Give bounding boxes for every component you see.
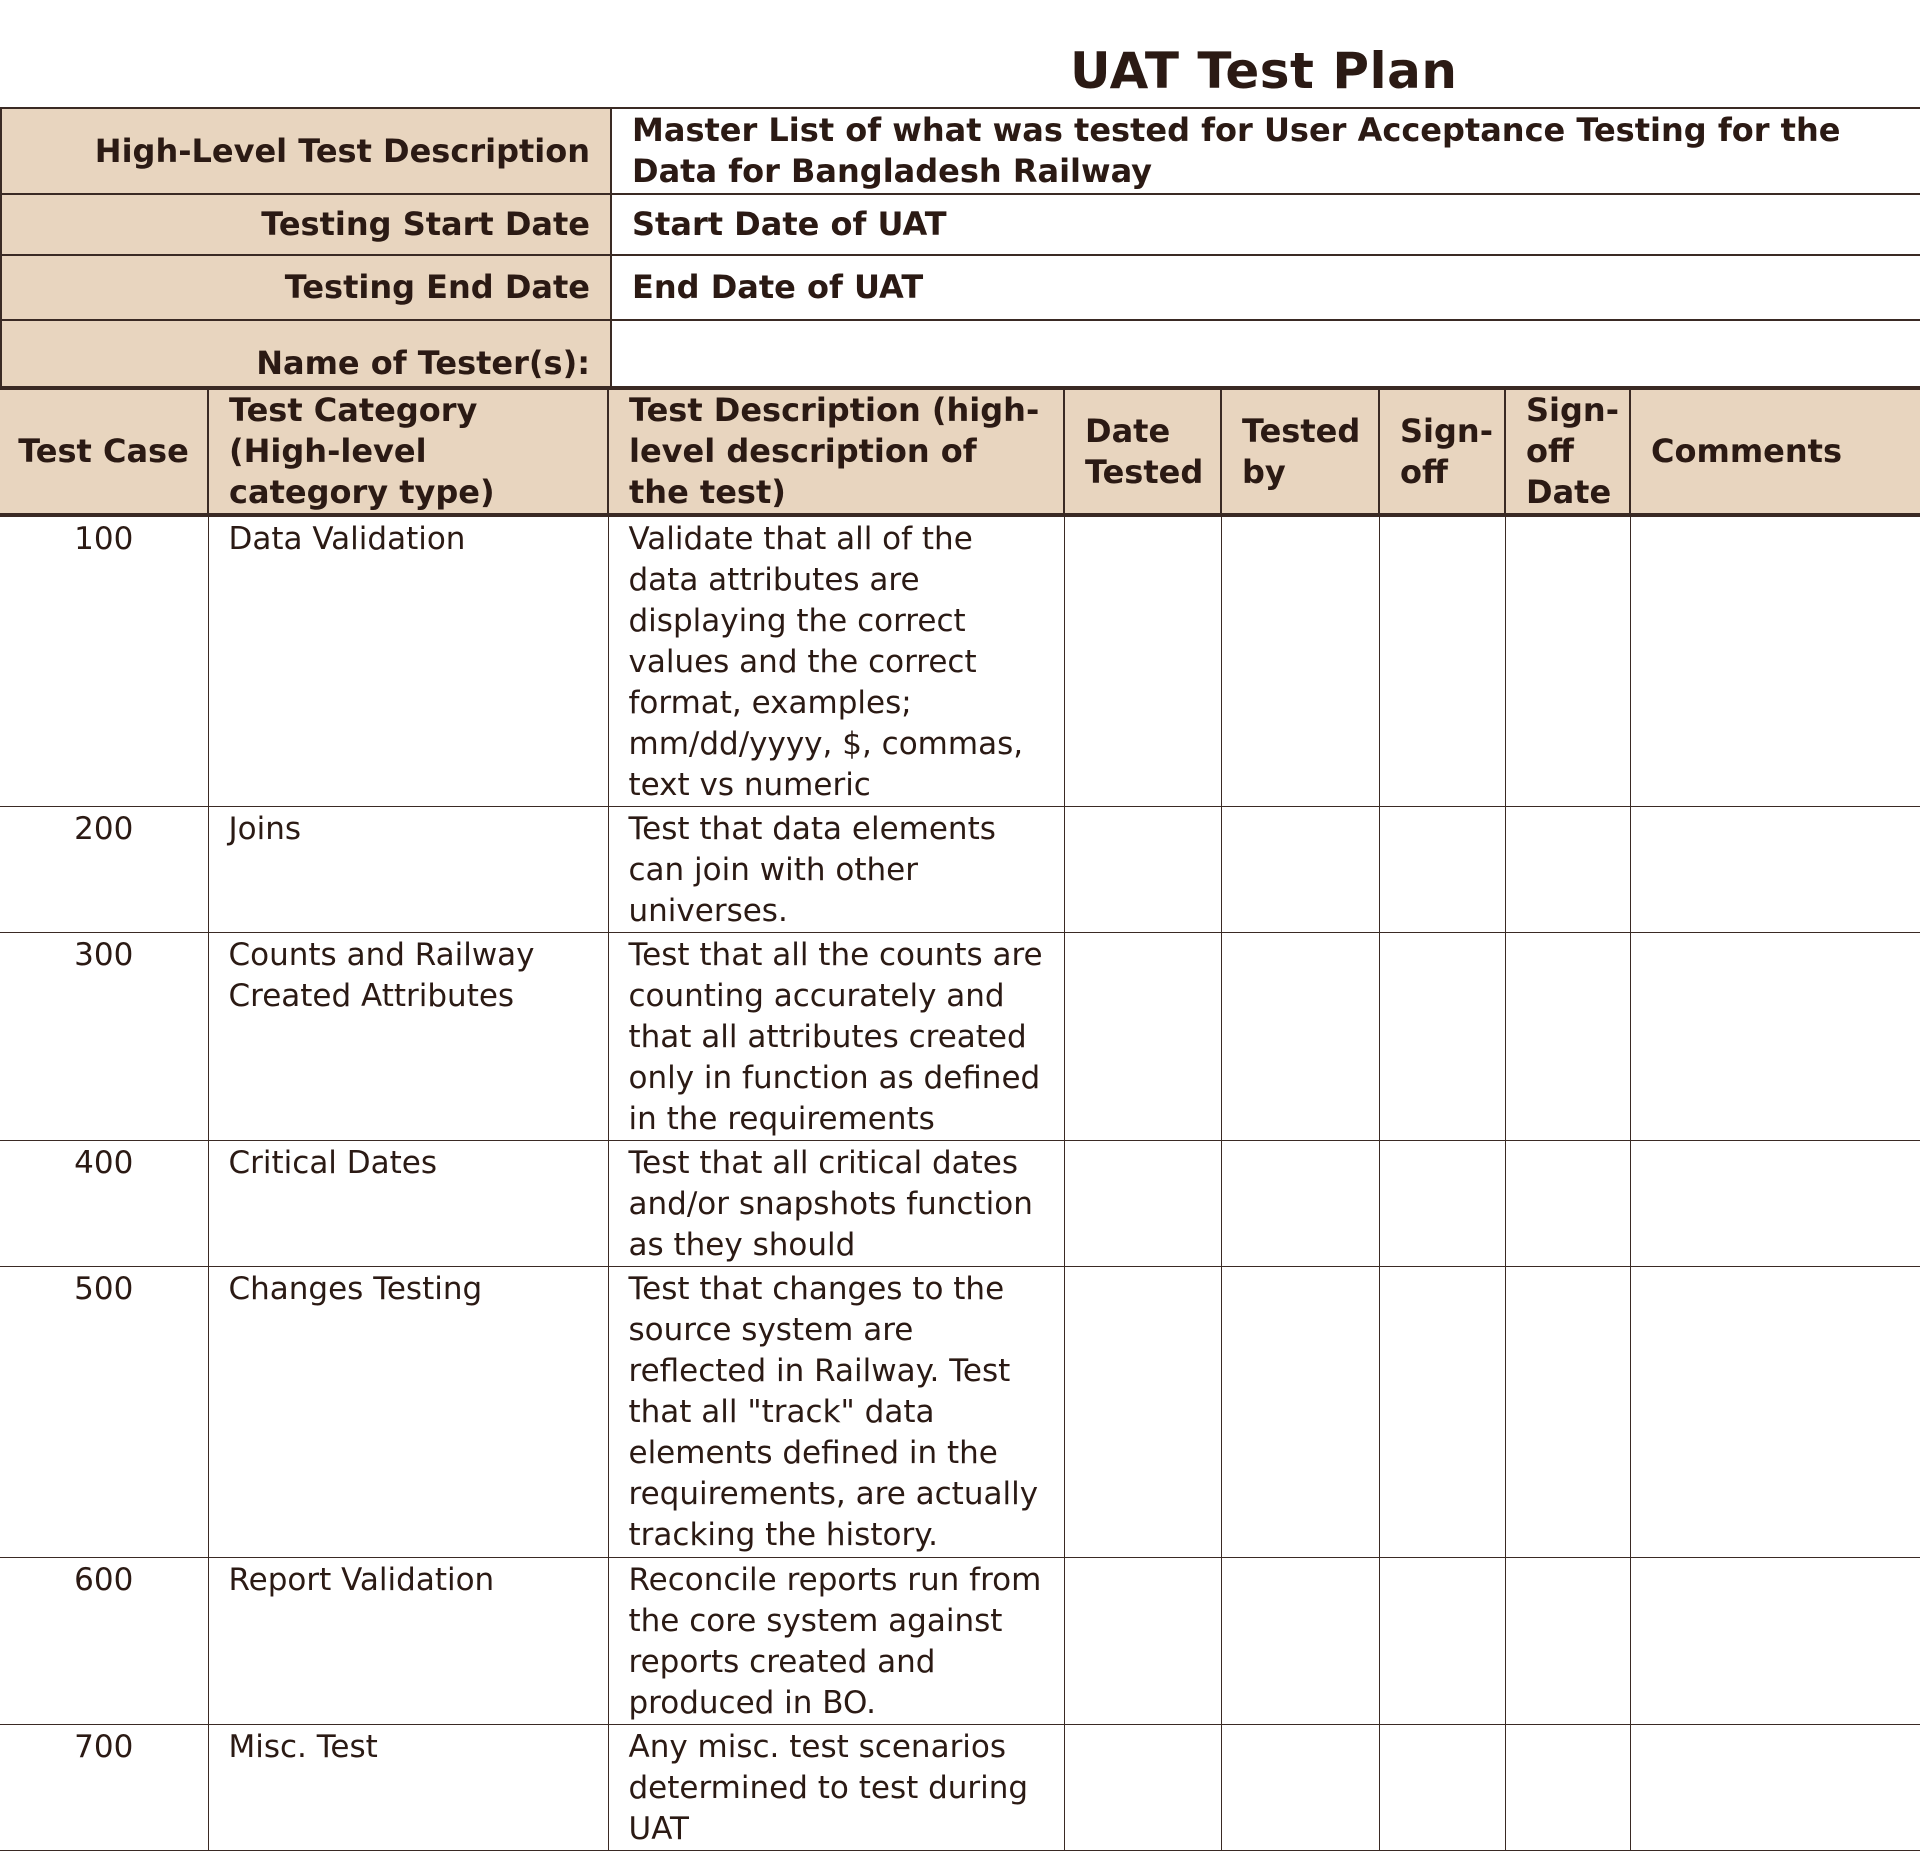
header-row-end-date [1, 255, 1920, 320]
date-tested-cell[interactable] [1064, 1725, 1221, 1851]
header-row-start-date [1, 194, 1920, 255]
header-value[interactable]: End Date of UAT [611, 255, 1920, 320]
table-row [0, 933, 1920, 1141]
test-plan-header [0, 107, 1920, 388]
header-value[interactable]: Start Date of UAT [611, 194, 1920, 255]
description-cell: Reconcile reports run from the core system against reports created and produced in BO. [608, 1558, 1064, 1725]
column-header: Test Description (high-level description of the test) [608, 388, 1064, 515]
column-header: Test Case [0, 388, 208, 515]
category-cell: Report Validation [208, 1558, 608, 1725]
sign-off-date-cell[interactable] [1505, 933, 1630, 1141]
date-tested-cell[interactable] [1064, 1558, 1221, 1725]
sign-off-date-cell[interactable] [1505, 1267, 1630, 1558]
description-cell: Test that changes to the source system are reflected in Railway. Test that all "track" data elements defined in the requirements, are actually tracking the history. [608, 1267, 1064, 1558]
description-cell: Validate that all of the data attributes are displaying the correct values and the correct format, examples; mm/dd/yyyy, $, commas, text vs numeric [608, 515, 1064, 807]
column-header: Test Category (High-level category type) [208, 388, 608, 515]
header-value[interactable]: Master List of what was tested for User Acceptance Testing for the Data for Bangladesh Railway [611, 108, 1920, 194]
comments-cell[interactable] [1630, 1558, 1920, 1725]
header-label: Testing End Date [1, 255, 611, 320]
header-label: High-Level Test Description [1, 108, 611, 194]
category-cell: Joins [208, 807, 608, 933]
sign-off-cell[interactable] [1379, 1267, 1505, 1558]
table-row [0, 1725, 1920, 1851]
sign-off-cell[interactable] [1379, 1141, 1505, 1267]
header-label: Name of Tester(s): [1, 320, 611, 387]
sign-off-cell[interactable] [1379, 933, 1505, 1141]
header-value[interactable] [611, 320, 1920, 387]
date-tested-cell[interactable] [1064, 933, 1221, 1141]
tested-by-cell[interactable] [1221, 1267, 1379, 1558]
column-header: Sign-off Date [1505, 388, 1630, 515]
tested-by-cell[interactable] [1221, 1141, 1379, 1267]
description-cell: Test that all the counts are counting accurately and that all attributes created only in function as defined in the requirements [608, 933, 1064, 1141]
category-cell: Critical Dates [208, 1141, 608, 1267]
sign-off-date-cell[interactable] [1505, 807, 1630, 933]
header-row-description [1, 108, 1920, 194]
table-row [0, 515, 1920, 807]
test-case-cell: 100 [0, 515, 208, 807]
comments-cell[interactable] [1630, 933, 1920, 1141]
table-row [0, 1558, 1920, 1725]
tested-by-cell[interactable] [1221, 1558, 1379, 1725]
test-case-cell: 400 [0, 1141, 208, 1267]
test-case-cell: 300 [0, 933, 208, 1141]
table-row [0, 1141, 1920, 1267]
sign-off-date-cell[interactable] [1505, 1558, 1630, 1725]
category-cell: Changes Testing [208, 1267, 608, 1558]
header-label: Testing Start Date [1, 194, 611, 255]
column-header: Comments [1630, 388, 1920, 515]
date-tested-cell[interactable] [1064, 1267, 1221, 1558]
tested-by-cell[interactable] [1221, 933, 1379, 1141]
column-header: Sign-off [1379, 388, 1505, 515]
comments-cell[interactable] [1630, 1267, 1920, 1558]
date-tested-cell[interactable] [1064, 807, 1221, 933]
table-header-row [0, 388, 1920, 515]
header-row-testers [1, 320, 1920, 387]
test-case-table [0, 386, 1920, 1851]
comments-cell[interactable] [1630, 1141, 1920, 1267]
comments-cell[interactable] [1630, 807, 1920, 933]
description-cell: Any misc. test scenarios determined to test during UAT [608, 1725, 1064, 1851]
test-case-cell: 500 [0, 1267, 208, 1558]
comments-cell[interactable] [1630, 1725, 1920, 1851]
tested-by-cell[interactable] [1221, 1725, 1379, 1851]
sign-off-date-cell[interactable] [1505, 515, 1630, 807]
sign-off-cell[interactable] [1379, 807, 1505, 933]
comments-cell[interactable] [1630, 515, 1920, 807]
category-cell: Counts and Railway Created Attributes [208, 933, 608, 1141]
test-case-cell: 700 [0, 1725, 208, 1851]
category-cell: Data Validation [208, 515, 608, 807]
column-header: Date Tested [1064, 388, 1221, 515]
table-row [0, 1267, 1920, 1558]
sign-off-date-cell[interactable] [1505, 1141, 1630, 1267]
test-case-cell: 200 [0, 807, 208, 933]
sign-off-cell[interactable] [1379, 1558, 1505, 1725]
date-tested-cell[interactable] [1064, 515, 1221, 807]
test-case-cell: 600 [0, 1558, 208, 1725]
description-cell: Test that all critical dates and/or snapshots function as they should [608, 1141, 1064, 1267]
table-row [0, 807, 1920, 933]
tested-by-cell[interactable] [1221, 515, 1379, 807]
page-title: UAT Test Plan [1070, 42, 1458, 100]
column-header: Tested by [1221, 388, 1379, 515]
date-tested-cell[interactable] [1064, 1141, 1221, 1267]
category-cell: Misc. Test [208, 1725, 608, 1851]
sign-off-cell[interactable] [1379, 515, 1505, 807]
sign-off-date-cell[interactable] [1505, 1725, 1630, 1851]
tested-by-cell[interactable] [1221, 807, 1379, 933]
description-cell: Test that data elements can join with other universes. [608, 807, 1064, 933]
sign-off-cell[interactable] [1379, 1725, 1505, 1851]
